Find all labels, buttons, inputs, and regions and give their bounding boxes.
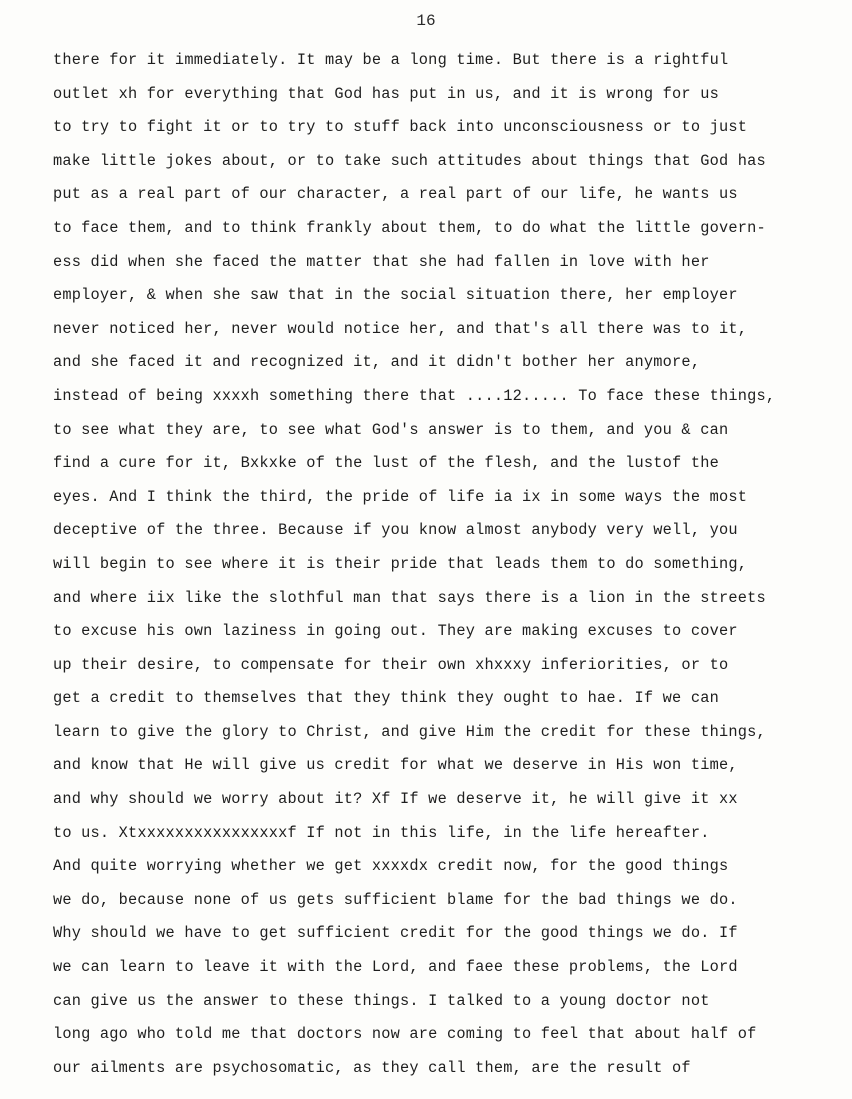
text-line: there for it immediately. It may be a long time. But there is a rightful — [53, 51, 729, 69]
text-line: we can learn to leave it with the Lord, and faee these problems, the Lord — [53, 958, 738, 977]
text-line: will begin to see where it is their pride that leads them to do something, — [53, 554, 748, 573]
text-line: and why should we worry about it? Xf If we deserve it, he will give it xx — [53, 790, 738, 809]
body-text — [53, 48, 833, 1089]
text-line: Why should we have to get sufficient credit for the good things we do. If — [53, 924, 738, 943]
text-line: instead of being xxxxh something there that ....12..... To face these things, — [53, 386, 776, 405]
text-line: up their desire, to compensate for their own xhxxxy inferiorities, or to — [53, 655, 729, 674]
text-line: and she faced it and recognized it, and it didn't bother her anymore, — [53, 353, 701, 372]
text-line: employer, & when she saw that in the social situation there, her employer — [53, 286, 738, 305]
text-line: deceptive of the three. Because if you know almost anybody very well, you — [53, 521, 738, 540]
text-line: And quite worrying whether we get xxxxdx credit now, for the good things — [53, 857, 729, 876]
text-line: put as a real part of our character, a real part of our life, he wants us — [53, 185, 738, 204]
text-line: can give us the answer to these things. I talked to a young doctor not — [53, 991, 710, 1010]
text-line: to us. Xtxxxxxxxxxxxxxxxxf If not in this life, in the life hereafter. — [53, 823, 710, 842]
text-line: get a credit to themselves that they think they ought to hae. If we can — [53, 689, 719, 708]
text-line: to try to fight it or to try to stuff back into unconsciousness or to just — [53, 118, 748, 137]
text-line: never noticed her, never would notice her, and that's all there was to it, — [53, 319, 748, 338]
text-line: and know that He will give us credit for what we deserve in His won time, — [53, 756, 738, 775]
text-line: to see what they are, to see what God's answer is to them, and you & can — [53, 420, 729, 439]
text-line: learn to give the glory to Christ, and give Him the credit for these things, — [53, 722, 766, 741]
text-line: eyes. And I think the third, the pride of life ia ix in some ways the most — [53, 487, 748, 506]
text-line: make little jokes about, or to take such attitudes about things that God has — [53, 151, 766, 170]
text-line: we do, because none of us gets sufficient blame for the bad things we do. — [53, 890, 738, 909]
page-number: 16 — [416, 12, 436, 30]
text-line: to face them, and to think frankly about them, to do what the little govern- — [53, 218, 766, 237]
text-line: long ago who told me that doctors now are coming to feel that about half of — [53, 1025, 757, 1044]
text-line: and where iix like the slothful man that says there is a lion in the streets — [53, 588, 766, 607]
text-line: outlet xh for everything that God has put in us, and it is wrong for us — [53, 84, 719, 103]
text-line: our ailments are psychosomatic, as they call them, are the result of — [53, 1058, 691, 1077]
text-line: ess did when she faced the matter that she had fallen in love with her — [53, 252, 710, 271]
text-line: to excuse his own laziness in going out. They are making excuses to cover — [53, 622, 738, 641]
text-line: find a cure for it, Bxkxke of the lust of the flesh, and the lustof the — [53, 454, 719, 473]
